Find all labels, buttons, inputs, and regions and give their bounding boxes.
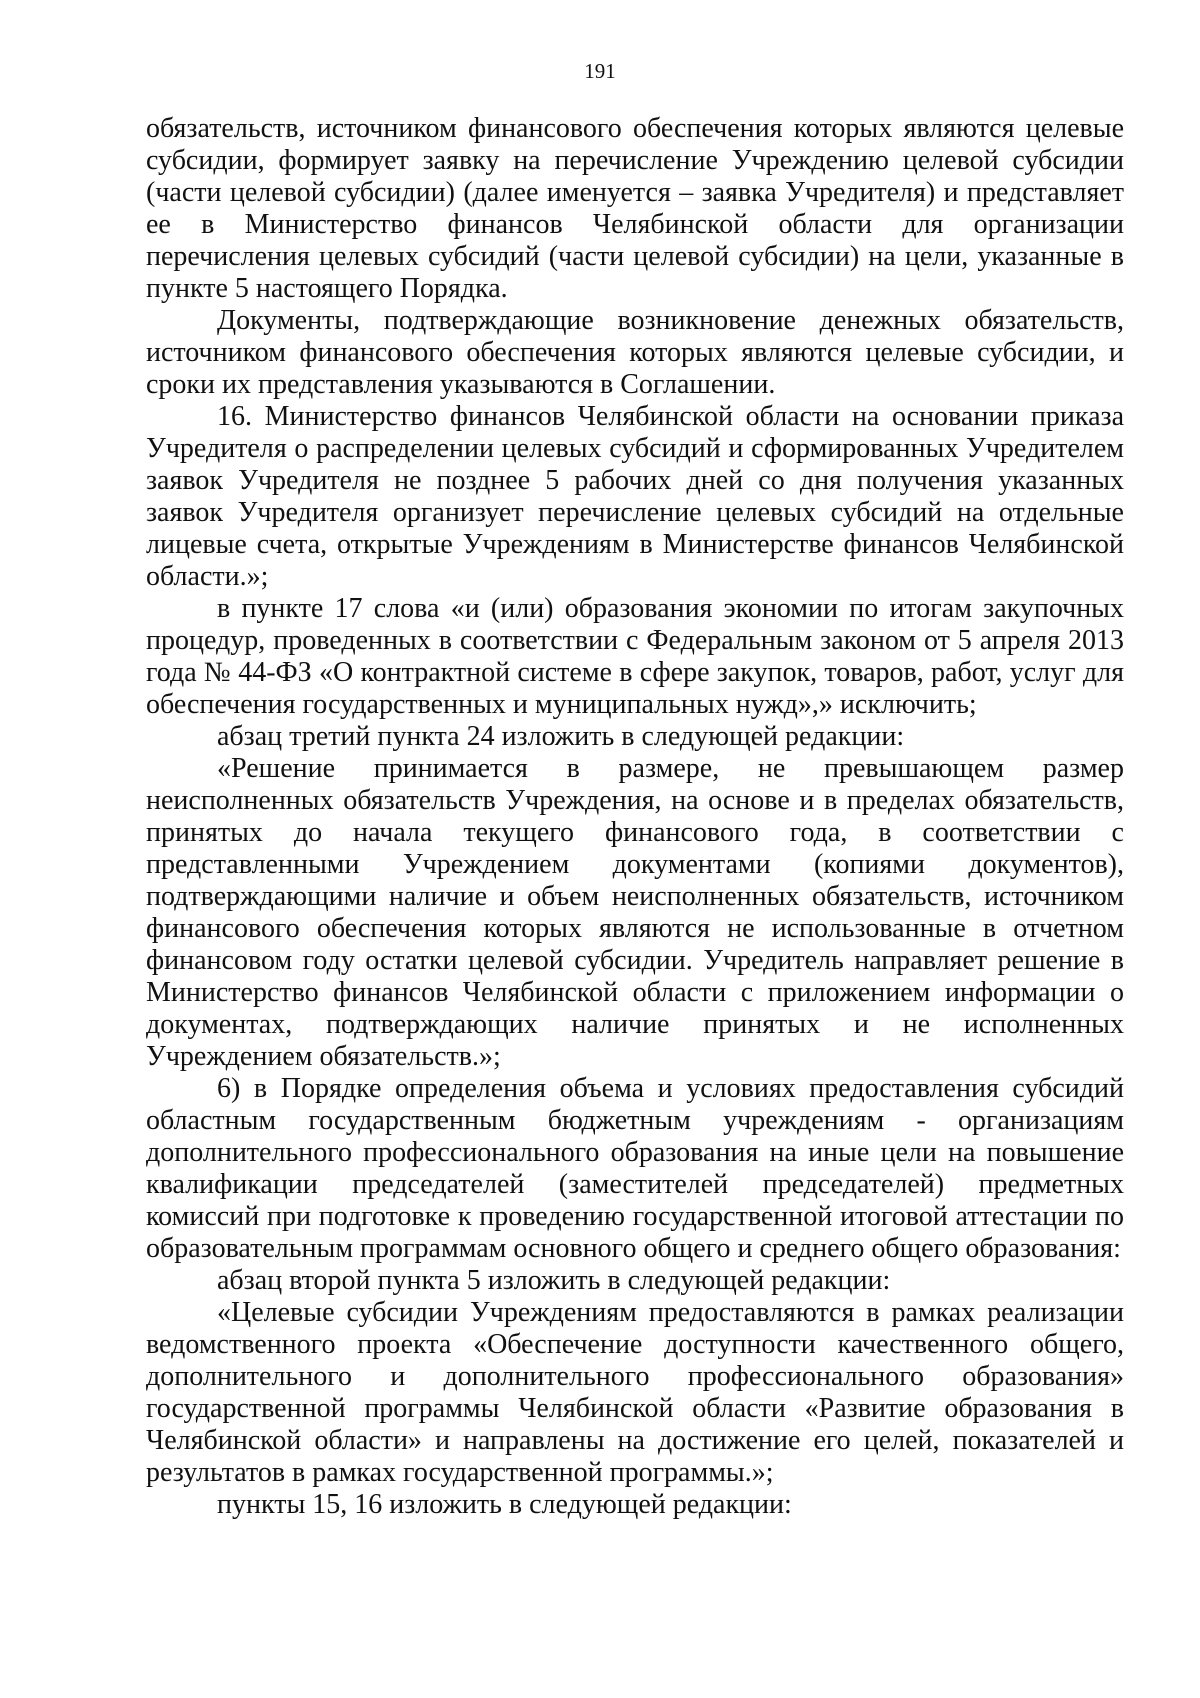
- paragraph-6: «Решение принимается в размере, не превышающем размер неисполненных обязательств Учреждения, на основе и в пределах обязательств, принятых до начала текущего финансового года, в соответствии с представленными Учреждением документами (копиями документов), подтверждающими наличие и объем неисполненных обязательств, источником финансового обеспечения которых являются не использованные в отчетном финансовом году остатки целевой субсидии. Учредитель направляет решение в Министерство финансов Челябинской области с приложением информации о документах, подтверждающих наличие принятых и не исполненных Учреждением обязательств.»;: [146, 753, 1124, 1072]
- document-body: [146, 113, 1124, 1521]
- paragraph-10: пункты 15, 16 изложить в следующей редакции:: [217, 1489, 792, 1520]
- paragraph-1: обязательств, источником финансового обеспечения которых являются целевые субсидии, формирует заявку на перечисление Учреждению целевой субсидии (части целевой субсидии) (далее именуется – заявка Учредителя) и представляет ее в Министерство финансов Челябинской области для организации перечисления целевых субсидий (части целевой субсидии) на цели, указанные в пункте 5 настоящего Порядка.: [146, 113, 1124, 304]
- paragraph-8: абзац второй пункта 5 изложить в следующей редакции:: [217, 1265, 891, 1296]
- paragraph-4: в пункте 17 слова «и (или) образования экономии по итогам закупочных процедур, проведенных в соответствии с Федеральным законом от 5 апреля 2013 года № 44-ФЗ «О контрактной системе в сфере закупок, товаров, работ, услуг для обеспечения государственных и муниципальных нужд»,» исключить;: [146, 593, 1124, 720]
- paragraph-7: 6) в Порядке определения объема и условиях предоставления субсидий областным государственным бюджетным учреждениям - организациям дополнительного профессионального образования на иные цели на повышение квалификации председателей (заместителей председателей) предметных комиссий при подготовке к проведению государственной итоговой аттестации по образовательным программам основного общего и среднего общего образования:: [146, 1073, 1124, 1264]
- paragraph-2: Документы, подтверждающие возникновение денежных обязательств, источником финансового обеспечения которых являются целевые субсидии, и сроки их представления указываются в Соглашении.: [146, 305, 1124, 400]
- paragraph-5: абзац третий пункта 24 изложить в следующей редакции:: [217, 721, 905, 752]
- paragraph-9: «Целевые субсидии Учреждениям предоставляются в рамках реализации ведомственного проекта «Обеспечение доступности качественного общего, дополнительного и дополнительного профессионального образования» государственной программы Челябинской области «Развитие образования в Челябинской области» и направлены на достижение его целей, показателей и результатов в рамках государственной программы.»;: [146, 1297, 1124, 1488]
- paragraph-3: 16. Министерство финансов Челябинской области на основании приказа Учредителя о распределении целевых субсидий и сформированных Учредителем заявок Учредителя не позднее 5 рабочих дней со дня получения указанных заявок Учредителя организует перечисление целевых субсидий на отдельные лицевые счета, открытые Учреждениям в Министерстве финансов Челябинской области.»;: [146, 401, 1124, 592]
- page-number: 191: [584, 59, 616, 83]
